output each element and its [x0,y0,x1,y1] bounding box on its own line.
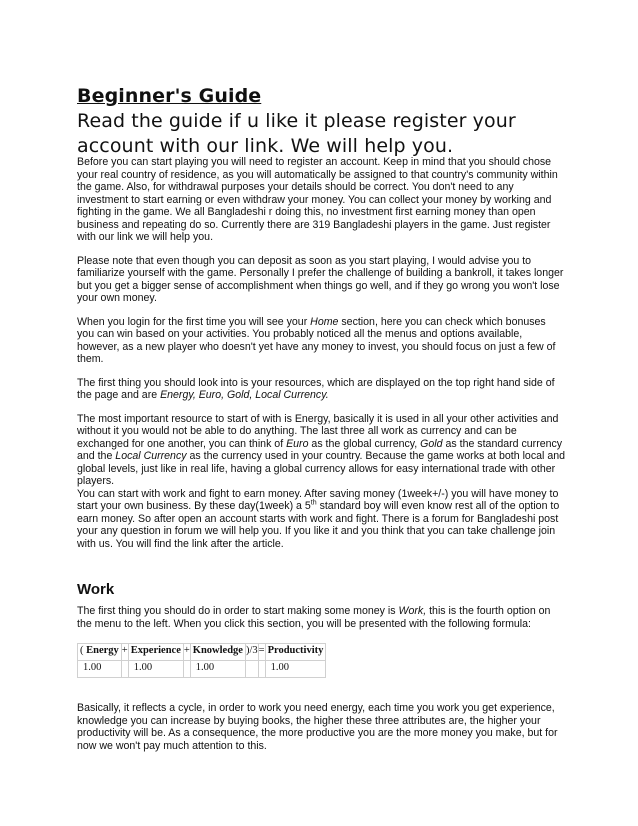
euro-term: Euro [286,437,309,450]
formula-plus-2: + [183,644,190,661]
guide-title: Beginner's Guide [77,85,262,107]
text-run: section, here you can check which bonuses you can win based on your activities. You probably noticed all the menus and options available, however, as a new player who doesn't yet have any money to invest, you should focus on just a few of them. [77,315,556,365]
formula-spacer [183,661,190,678]
work-heading: Work [77,581,115,598]
text-run: as the currency used in your country. Because the game works at both local and global levels, just like in real life, having a global currency allows for easy international trade with other players. [77,450,565,487]
paragraph-resources [77,377,565,402]
formula-header-row [78,644,326,661]
paragraph-deposit-advice: Please note that even though you can deposit as soon as you start playing, I would advise you to familiarize yourself with the game. Personally I prefer the challenge of building a bankroll, it takes longer but you get a bigger sense of accomplishment when things go well, and if they go wrong you won't lose your own money. [77,254,564,304]
home-term: Home [310,315,339,328]
text-run: The first thing you should look into is your resources, which are displayed on the top right hand side of the page and are [77,376,555,401]
formula-knowledge-value: 1.00 [190,661,245,678]
text-run: this is the fourth option on the menu to the left. When you click this section, you will be presented with the following formula: [77,605,551,630]
formula-experience-label: Experience [128,644,183,661]
paragraph-earn-money [77,488,565,551]
text-run: The most important resource to start of with is Energy, basically it is used in all your other activities and without it you would not be able to do anything. The last three all work as currency and can be exchanged for one another, you can think of [77,412,559,450]
guide-subtitle-line-2: account with our link. We will help you. [77,135,454,157]
document-page [77,84,565,763]
formula-equals: = [258,644,265,661]
text-run: as the standard currency and the [77,437,563,462]
resources-list: Energy, Euro, Gold, Local Currency. [160,389,329,401]
text-run: When you login for the first time you will see your [77,315,311,328]
formula-energy-value: 1.00 [78,661,122,678]
local-currency-term: Local Currency [115,450,187,462]
work-term: Work, [398,605,427,617]
text-run: standard boy will even know rest all of the option to earn money. So after open an account starts with work and fight. There is a forum for Bangladeshi post your any question in forum we will help you. If you like it and you think that you can take challenge join with us. You will find the link after the article. [77,500,560,550]
text-run: The first thing you should do in order to start making some money is [77,605,399,617]
productivity-formula-table [77,643,326,678]
formula-values-row [78,661,326,678]
formula-experience-value: 1.00 [128,661,183,678]
formula-open-paren: ( [80,645,84,656]
formula-spacer [121,661,128,678]
formula-knowledge-label: Knowledge [190,644,245,661]
text-run: as the global currency, [308,437,421,450]
superscript: th [310,499,317,507]
paragraph-work-cycle: Basically, it reflects a cycle, in order to work you need energy, each time you work you get experience, knowledge you can increase by buying books, the higher these three attributes are, the higher your productivity will be. As a consequence, the more productive you are the more money you make, but for now we won't pay much attention to this. [77,702,558,752]
formula-productivity-value: 1.00 [265,661,326,678]
formula-energy-label: Energy [86,645,119,656]
paragraph-registration: Before you can start playing you will need to register an account. Keep in mind that you should chose your real country of residence, as you will automatically be assigned to that country's community within the game. Also, for withdrawal purposes your details should be correct. You don't need to any investment to start earning or even withdraw your money. You can collect your money by working and fighting in the game. We all Bangladeshi r doing this, no investment first earning money than open business and repeating do so. Currently there are 319 Bangladeshi players in the game. Just register with our link we will help you. [77,156,558,243]
formula-plus-1: + [121,644,128,661]
paragraph-energy [77,413,565,488]
formula-spacer [258,661,265,678]
formula-productivity-label: Productivity [265,644,326,661]
guide-subtitle-line-1: Read the guide if u like it please register your [77,110,516,132]
gold-term: Gold [420,437,443,450]
formula-energy-cell [78,644,122,661]
paragraph-work-intro [77,605,565,630]
formula-close-divide: )/3 [245,644,258,661]
text-run: You can start with work and fight to earn money. After saving money (1week+/-) you will have money to start your own business. By these day(1week) a 5 [77,487,559,512]
paragraph-home-section [77,316,565,366]
formula-spacer [245,661,258,678]
